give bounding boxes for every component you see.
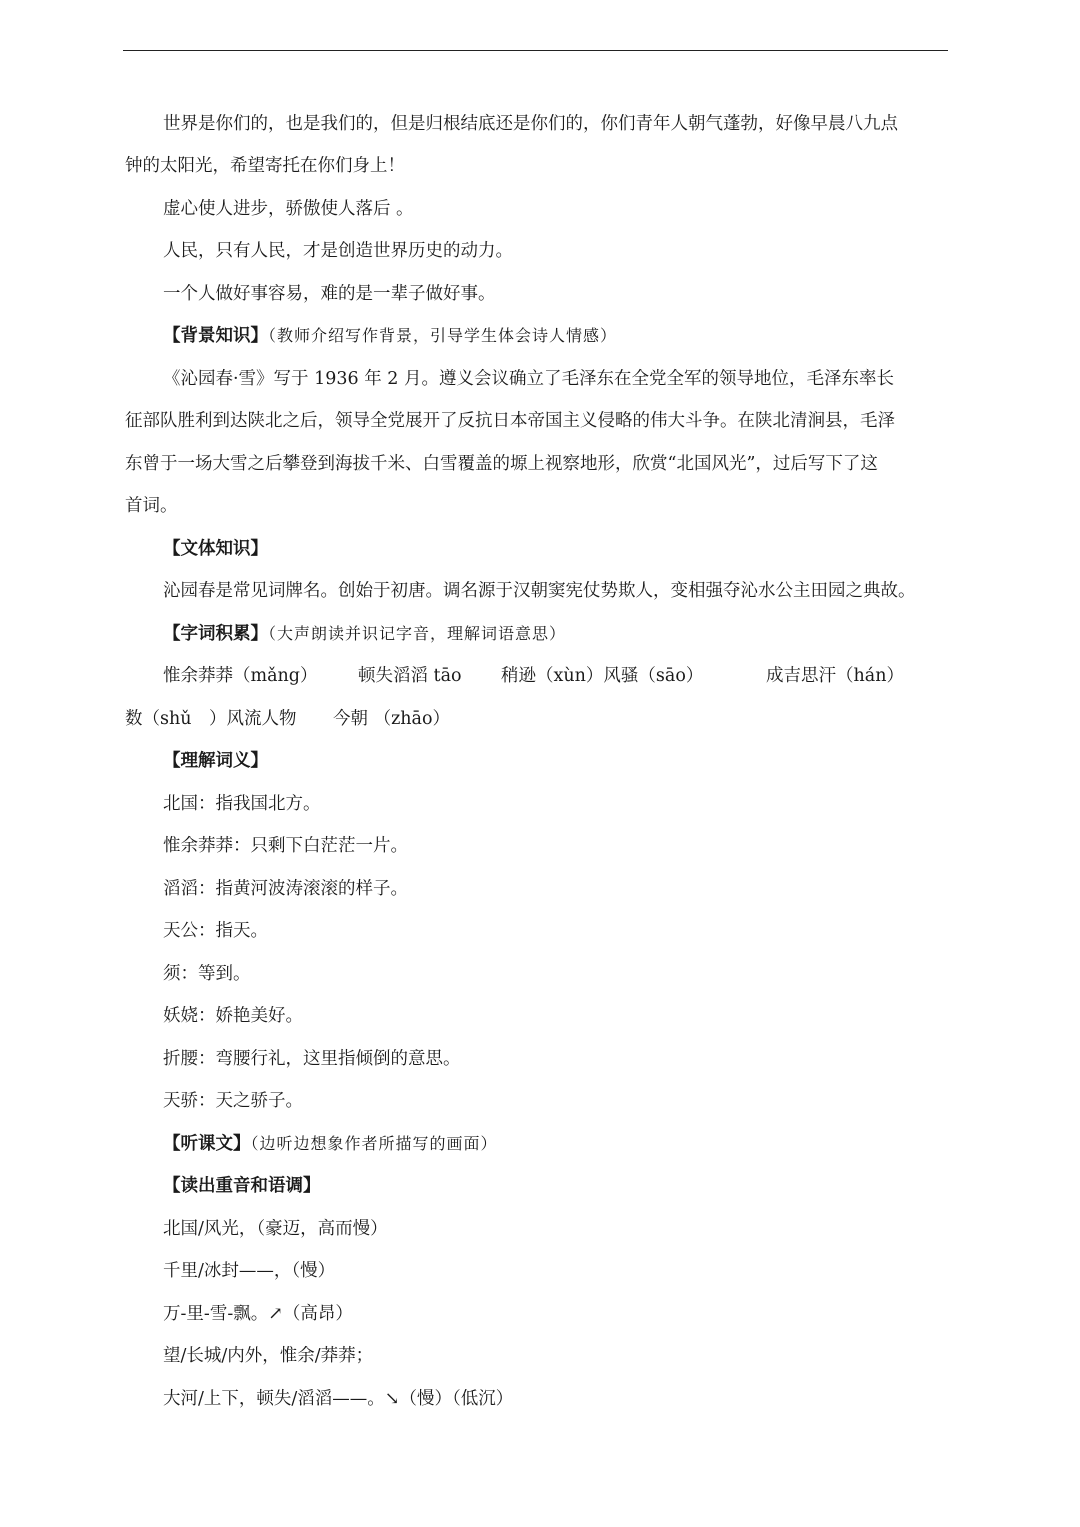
vocab-word: 顿失滔滔 tāo — [358, 666, 462, 686]
reading-heading: 【读出重音和语调】 — [163, 1176, 321, 1196]
meaning-item: 须：等到。 — [163, 964, 251, 984]
reading-item: 望/长城/内外，惟余/莽莽； — [163, 1346, 374, 1366]
background-note: （教师介绍写作背景，引导学生体会诗人情感） — [268, 326, 618, 345]
meanings-heading: 【理解词义】 — [163, 751, 268, 771]
meaning-item: 天公：指天。 — [163, 921, 268, 941]
background-line-3: 东曾于一场大雪之后攀登到海拔千米、白雪覆盖的塬上视察地形，欣赏“北国风光”，过后写下了这 — [125, 454, 878, 474]
vocab-note: （大声朗读并识记字音，理解词语意思） — [268, 624, 567, 643]
reading-item: 大河/上下，顿失/滔滔——。↘（慢）（低沉） — [163, 1389, 514, 1409]
quote-1-line-1: 世界是你们的，也是我们的，但是归根结底还是你们的，你们青年人朝气蓬勃，好像早晨八九点 — [163, 114, 898, 134]
background-line-1: 《沁园春·雪》写于 1936 年 2 月。遵义会议确立了毛泽东在全党全军的领导地位，毛泽东率长 — [163, 369, 894, 389]
vocab-word: 成吉思汗（hán） — [766, 666, 904, 686]
vocab-row-1 — [163, 664, 1003, 688]
vocab-word: 稍逊（xùn）风骚（sāo） — [501, 666, 704, 686]
meaning-item: 惟余莽莽：只剩下白茫茫一片。 — [163, 836, 408, 856]
background-heading: 【背景知识】 — [163, 326, 268, 346]
vocab-section — [163, 622, 1003, 646]
meaning-item: 北国：指我国北方。 — [163, 794, 321, 814]
listen-note: （边听边想象作者所描写的画面） — [250, 1134, 498, 1153]
reading-item: 北国/风光，（豪迈，高而慢） — [163, 1219, 388, 1239]
meaning-item: 折腰：弯腰行礼，这里指倾倒的意思。 — [163, 1049, 461, 1069]
background-line-4: 首词。 — [125, 496, 178, 516]
listen-section — [163, 1132, 1003, 1156]
quote-4: 一个人做好事容易，难的是一辈子做好事。 — [163, 284, 496, 304]
quote-3: 人民，只有人民，才是创造世界历史的动力。 — [163, 241, 513, 261]
background-line-2: 征部队胜利到达陕北之后，领导全党展开了反抗日本帝国主义侵略的伟大斗争。在陕北清涧县，毛泽 — [125, 411, 895, 431]
vocab-word: 数（shǔ ）风流人物 — [125, 709, 297, 729]
meaning-item: 天骄：天之骄子。 — [163, 1091, 303, 1111]
genre-heading: 【文体知识】 — [163, 539, 268, 559]
header-rule — [123, 50, 948, 51]
vocab-heading: 【字词积累】 — [163, 624, 268, 644]
vocab-row-2 — [125, 707, 965, 731]
quote-2: 虚心使人进步，骄傲使人落后 。 — [163, 199, 414, 219]
listen-heading: 【听课文】 — [163, 1134, 251, 1154]
background-section — [163, 324, 1003, 348]
reading-item: 千里/冰封——，（慢） — [163, 1261, 336, 1281]
genre-text: 沁园春是常见词牌名。创始于初唐。调名源于汉朝窦宪仗势欺人，变相强夺沁水公主田园之典故。 — [163, 581, 916, 601]
meaning-item: 妖娆：娇艳美好。 — [163, 1006, 303, 1026]
vocab-word: 今朝 （zhāo） — [333, 709, 451, 729]
quote-1-line-2: 钟的太阳光，希望寄托在你们身上！ — [125, 156, 405, 176]
reading-item: 万-里-雪-飘。↗（高昂） — [163, 1304, 353, 1324]
meaning-item: 滔滔：指黄河波涛滚滚的样子。 — [163, 879, 408, 899]
vocab-word: 惟余莽莽（mǎng） — [163, 666, 318, 686]
